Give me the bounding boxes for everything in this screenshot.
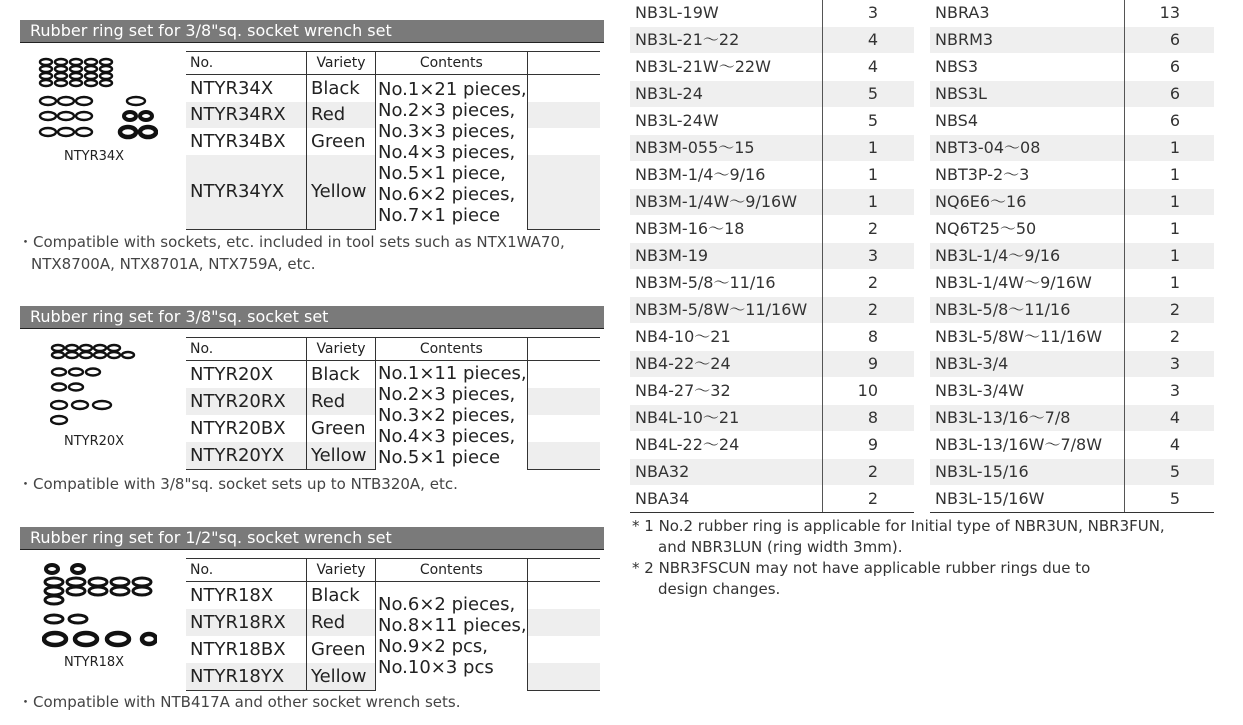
variety: Yellow xyxy=(307,442,376,469)
ring-number: 2 xyxy=(1169,327,1180,346)
ring-number: 10 xyxy=(857,381,878,400)
col-header-contents: Contents xyxy=(376,52,528,75)
rubber-rings-illustration xyxy=(50,342,150,432)
ring-number: 4 xyxy=(867,57,878,76)
variety: Yellow xyxy=(307,155,376,229)
socket-model: NB3L-21～22 xyxy=(635,30,740,49)
compat-row xyxy=(630,27,1214,54)
socket-model: NB3M-19 xyxy=(635,246,709,265)
socket-model: NB3L-5/8～11/16 xyxy=(935,300,1071,319)
ring-number: 4 xyxy=(1169,408,1180,427)
model-label: NTYR34X xyxy=(64,149,125,164)
socket-model: NB3L-24W xyxy=(635,111,719,130)
socket-model: NB3L-15/16W xyxy=(935,489,1045,508)
ring-number: 9 xyxy=(867,435,878,454)
ring-number: 3 xyxy=(867,3,878,22)
socket-model: NBRM3 xyxy=(935,30,994,49)
socket-model: NB3L-1/4～9/16 xyxy=(935,246,1061,265)
compat-row xyxy=(630,351,1214,378)
socket-model: NB3L-3/4 xyxy=(935,354,1009,373)
section-ntyr18x xyxy=(20,527,604,725)
ring-number: 8 xyxy=(867,408,878,427)
ring-number: 1 xyxy=(1169,219,1180,238)
socket-model: NB4L-10～21 xyxy=(635,408,740,427)
col-header-contents: Contents xyxy=(376,559,528,582)
ring-number: 6 xyxy=(1169,57,1180,76)
socket-model: NB3M-16～18 xyxy=(635,219,745,238)
ring-number: 5 xyxy=(1169,462,1180,481)
product-no: NTYR18YX xyxy=(186,663,307,690)
rubber-rings-illustration xyxy=(42,561,157,656)
rubber-rings-illustration xyxy=(38,56,158,151)
contents-cell: No.1×11 pieces, No.2×3 pieces, No.3×2 pieces, No.4×3 pieces, No.5×1 piece xyxy=(376,361,528,470)
socket-model: NB3M-5/8～11/16 xyxy=(635,273,776,292)
compatibility-note: ・Compatible with sockets, etc. included in tool sets such as NTX1WA70, NTX8700A, NTX8701A, NTX759A, etc. xyxy=(18,233,565,273)
compatibility-note: ・Compatible with NTB417A and other socket wrench sets. xyxy=(18,693,461,711)
product-no: NTYR34RX xyxy=(186,102,307,129)
ring-number: 2 xyxy=(867,219,878,238)
col-header-no: No. xyxy=(186,559,307,582)
ring-number: 4 xyxy=(867,30,878,49)
socket-model: NB3M-055～15 xyxy=(635,138,755,157)
ring-number: 1 xyxy=(1169,138,1180,157)
socket-model: NQ6T25～50 xyxy=(935,219,1037,238)
variety: Black xyxy=(307,75,376,102)
compat-row xyxy=(630,459,1214,486)
product-no: NTYR34X xyxy=(190,77,274,99)
compat-row xyxy=(630,108,1214,135)
ring-number: 5 xyxy=(867,111,878,130)
ring-number: 2 xyxy=(867,462,878,481)
ring-number: 1 xyxy=(1169,246,1180,265)
ring-number: 1 xyxy=(1169,192,1180,211)
socket-model: NB4-10～21 xyxy=(635,327,731,346)
socket-model: NBS4 xyxy=(935,111,978,130)
ring-number: 1 xyxy=(1169,273,1180,292)
spec-table xyxy=(186,51,600,230)
ring-number: 9 xyxy=(867,354,878,373)
socket-model: NBA32 xyxy=(635,462,690,481)
compat-row xyxy=(630,297,1214,324)
socket-model: NBS3L xyxy=(935,84,987,103)
variety: Red xyxy=(307,388,376,415)
footnote-1: * 1 No.2 rubber ring is applicable for Initial type of NBR3UN, NBR3FUN, and NBR3LUN (ring width 3mm). xyxy=(632,517,1165,556)
ring-number: 2 xyxy=(867,273,878,292)
product-no: NTYR20BX xyxy=(190,417,286,439)
socket-model: NBS3 xyxy=(935,57,978,76)
ring-number: 2 xyxy=(1169,300,1180,319)
socket-model: NB3L-13/16～7/8 xyxy=(935,408,1071,427)
model-label: NTYR18X xyxy=(64,655,125,670)
ring-number: 5 xyxy=(1169,489,1180,508)
section-title: Rubber ring set for 3/8"sq. socket wrench set xyxy=(20,20,604,42)
socket-model: NB3M-1/4～9/16 xyxy=(635,165,766,184)
compat-row xyxy=(630,216,1214,243)
socket-model: NB3M-5/8W～11/16W xyxy=(635,300,808,319)
compat-row xyxy=(630,432,1214,459)
socket-model: NBA34 xyxy=(635,489,690,508)
compat-row xyxy=(630,378,1214,405)
socket-model: NB4-22～24 xyxy=(635,354,731,373)
variety: Green xyxy=(307,415,376,442)
spec-table xyxy=(186,558,600,691)
product-no: NTYR20YX xyxy=(186,442,307,469)
ring-number: 13 xyxy=(1159,3,1180,22)
col-header-no: No. xyxy=(186,338,307,361)
col-header-no: No. xyxy=(186,52,307,75)
col-header-contents: Contents xyxy=(376,338,528,361)
product-no: NTYR18X xyxy=(190,584,274,606)
model-label: NTYR20X xyxy=(64,434,125,449)
ring-number: 5 xyxy=(867,84,878,103)
ring-number: 1 xyxy=(867,165,878,184)
ring-number: 6 xyxy=(1169,84,1180,103)
variety: Green xyxy=(307,128,376,155)
section-title: Rubber ring set for 1/2"sq. socket wrench set xyxy=(20,527,604,549)
compat-row xyxy=(630,162,1214,189)
ring-number: 3 xyxy=(1169,381,1180,400)
ring-number: 2 xyxy=(867,489,878,508)
col-header-variety: Variety xyxy=(307,559,376,582)
col-header-variety: Variety xyxy=(307,338,376,361)
product-no: NTYR18BX xyxy=(190,638,286,660)
contents-cell: No.1×21 pieces, No.2×3 pieces, No.3×3 pieces, No.4×3 pieces, No.5×1 piece, No.6×2 pieces, No.7×1 piece xyxy=(376,75,528,230)
ring-number: 8 xyxy=(867,327,878,346)
variety: Black xyxy=(307,361,376,388)
compat-row xyxy=(630,324,1214,351)
socket-model: NBT3P-2～3 xyxy=(935,165,1030,184)
socket-model: NQ6E6～16 xyxy=(935,192,1027,211)
ring-number: 1 xyxy=(867,138,878,157)
variety: Yellow xyxy=(307,663,376,690)
ring-number: 6 xyxy=(1169,111,1180,130)
ring-number: 3 xyxy=(867,246,878,265)
socket-model: NB4-27～32 xyxy=(635,381,731,400)
ring-number: 2 xyxy=(867,300,878,319)
product-no: NTYR34BX xyxy=(190,131,286,152)
socket-model: NB3L-5/8W～11/16W xyxy=(935,327,1103,346)
variety: Green xyxy=(307,636,376,663)
contents-cell: No.6×2 pieces, No.8×11 pieces, No.9×2 pcs, No.10×3 pcs xyxy=(376,582,528,691)
socket-model: NB3M-1/4W～9/16W xyxy=(635,192,798,211)
section-ntyr34x xyxy=(20,20,604,280)
socket-model: NB3L-1/4W～9/16W xyxy=(935,273,1092,292)
socket-model: NB3L-24 xyxy=(635,84,703,103)
compat-row xyxy=(630,54,1214,81)
compat-row xyxy=(630,189,1214,216)
compat-row xyxy=(630,270,1214,297)
socket-model: NB4L-22～24 xyxy=(635,435,740,454)
ring-number: 1 xyxy=(867,192,878,211)
variety: Black xyxy=(307,582,376,609)
ring-number: 1 xyxy=(1169,165,1180,184)
section-title: Rubber ring set for 3/8"sq. socket set xyxy=(20,306,604,328)
compat-row xyxy=(630,243,1214,270)
compatibility-note: ・Compatible with 3/8"sq. socket sets up to NTB320A, etc. xyxy=(18,475,458,493)
socket-model: NB3L-19W xyxy=(635,3,719,22)
socket-model: NB3L-13/16W～7/8W xyxy=(935,435,1103,454)
socket-model: NBT3-04～08 xyxy=(935,138,1041,157)
ring-number: 4 xyxy=(1169,435,1180,454)
col-header-variety: Variety xyxy=(307,52,376,75)
compat-row xyxy=(630,81,1214,108)
compat-row xyxy=(630,0,1214,27)
section-ntyr20x xyxy=(20,306,604,496)
ring-number: 3 xyxy=(1169,354,1180,373)
variety: Red xyxy=(307,609,376,636)
socket-model: NB3L-3/4W xyxy=(935,381,1025,400)
spec-table xyxy=(186,337,600,470)
product-no: NTYR20RX xyxy=(186,388,307,415)
socket-model: NB3L-21W～22W xyxy=(635,57,771,76)
variety: Red xyxy=(307,102,376,129)
product-no: NTYR20X xyxy=(190,363,274,385)
compat-row xyxy=(630,135,1214,162)
ring-number: 6 xyxy=(1169,30,1180,49)
socket-model: NBRA3 xyxy=(935,3,990,22)
compat-row xyxy=(630,486,1214,513)
compat-row xyxy=(630,405,1214,432)
product-no: NTYR34YX xyxy=(186,155,307,229)
product-no: NTYR18RX xyxy=(186,609,307,636)
socket-model: NB3L-15/16 xyxy=(935,462,1029,481)
footnote-2: * 2 NBR3FSCUN may not have applicable rubber rings due to design changes. xyxy=(632,559,1091,598)
